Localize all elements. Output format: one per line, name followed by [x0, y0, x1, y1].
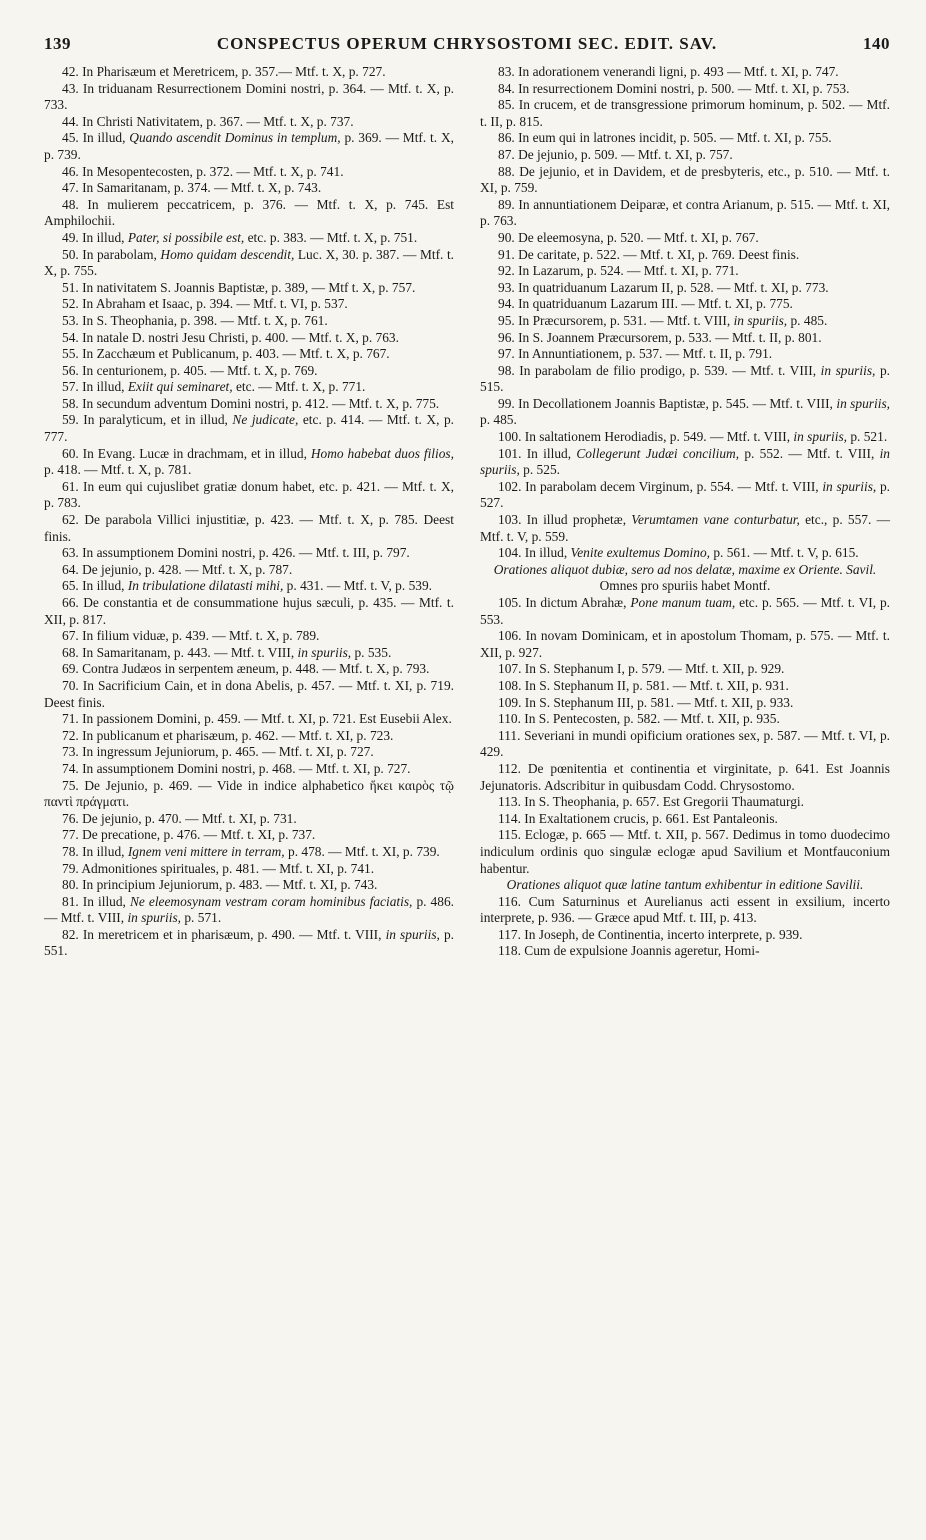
- entry-text: 99. In Decollationem Joannis Baptistæ, p. 545. — Mtf. t. VIII,: [498, 395, 837, 411]
- entry-text: 72. In publicanum et pharisæum, p. 462. — Mtf. t. XI, p. 723.: [62, 727, 394, 743]
- running-header: [44, 34, 890, 58]
- catalog-entry: [480, 147, 890, 164]
- entry-text: 44. In Christi Nativitatem, p. 367. — Mtf. t. X, p. 737.: [62, 113, 354, 129]
- italic-text: in spuriis,: [733, 312, 788, 328]
- entry-text: p. 369. — Mtf. t. X, p. 739.: [44, 130, 454, 162]
- italic-text: Quando ascendit Dominus in templum,: [129, 130, 341, 146]
- entry-text: p. 431. — Mtf. t. V, p. 539.: [283, 578, 433, 594]
- catalog-entry: [480, 479, 890, 512]
- catalog-entry: [480, 761, 890, 794]
- entry-text: 69. Contra Judæos in serpentem æneum, p. 448. — Mtf. t. X, p. 793.: [62, 661, 430, 677]
- entry-text: 102. In parabolam decem Virginum, p. 554. — Mtf. t. VIII,: [498, 478, 823, 494]
- entry-text: 103. In illud prophetæ,: [498, 512, 632, 528]
- entry-text: 113. In S. Theophania, p. 657. Est Gregorii Thaumaturgi.: [498, 794, 804, 810]
- entry-text: 45. In illud,: [62, 130, 130, 146]
- entry-text: 46. In Mesopentecosten, p. 372. — Mtf. t. X, p. 741.: [62, 163, 344, 179]
- catalog-entry: [480, 130, 890, 147]
- entry-text: 47. In Samaritanam, p. 374. — Mtf. t. X, p. 743.: [62, 180, 322, 196]
- catalog-entry: [480, 330, 890, 347]
- entry-text: p. 485.: [787, 312, 828, 328]
- catalog-entry: [44, 761, 454, 778]
- italic-text: Orationes aliquot quæ latine tantum exhibentur in editione Savilii.: [506, 877, 864, 893]
- catalog-entry: [44, 197, 454, 230]
- catalog-entry: [44, 479, 454, 512]
- catalog-entry: [44, 64, 454, 81]
- catalog-entry: [44, 628, 454, 645]
- running-title: CONSPECTUS OPERUM CHRYSOSTOMI SEC. EDIT. SAV.: [216, 34, 718, 53]
- left-page-number: 139: [44, 34, 71, 53]
- catalog-entry: [480, 628, 890, 661]
- catalog-entry: [480, 230, 890, 247]
- entry-text: 42. In Pharisæum et Meretricem, p. 357.— Mtf. t. X, p. 727.: [62, 64, 386, 79]
- italic-text: Venite exultemus Domino,: [570, 545, 710, 561]
- entry-text: 60. In Evang. Lucæ in drachmam, et in illud,: [62, 445, 311, 461]
- entry-text: p. 478. — Mtf. t. XI, p. 739.: [284, 843, 440, 859]
- catalog-entry: [44, 744, 454, 761]
- italic-text: Homo habebat duos filios,: [310, 445, 454, 461]
- entry-text: p. 551.: [44, 926, 454, 959]
- entry-text: etc. p. 414. — Mtf. t. X, p. 777.: [44, 412, 454, 445]
- entry-text: 98. In parabolam de filio prodigo, p. 539. — Mtf. t. VIII,: [498, 362, 821, 378]
- catalog-entry: [44, 661, 454, 678]
- catalog-entry: [480, 313, 890, 330]
- italic-text: Ne judicate,: [232, 412, 299, 428]
- entry-text: 92. In Lazarum, p. 524. — Mtf. t. XI, p. 771.: [498, 263, 739, 279]
- catalog-entry: [480, 678, 890, 695]
- entry-text: 75. De Jejunio, p. 469. — Vide in indice alphabetico ἥκει καιρὸς τῷ παντὶ πράγματι.: [44, 777, 454, 810]
- entry-text: 116. Cum Saturninus et Aurelianus acti essent in exsilium, incerto interprete, p. 936. — Græce apud Mtf. t. III, p. 413.: [480, 893, 890, 926]
- entry-text: p. 525.: [519, 462, 560, 478]
- columns: [44, 64, 890, 960]
- entry-text: 55. In Zacchæum et Publicanum, p. 403. — Mtf. t. X, p. 767.: [62, 346, 390, 362]
- catalog-entry: [44, 827, 454, 844]
- catalog-entry: [480, 429, 890, 446]
- catalog-entry: [44, 728, 454, 745]
- catalog-entry: [480, 827, 890, 877]
- catalog-entry: [480, 545, 890, 562]
- entry-text: etc. — Mtf. t. X, p. 771.: [232, 379, 366, 395]
- entry-text: 112. De pœnitentia et continentia et virginitate, p. 641. Est Joannis Jejunatoris. Adscribitur in quibusdam Codd. Chrysostomo.: [480, 760, 890, 793]
- entry-text: p. 535.: [351, 644, 392, 660]
- catalog-entry: [480, 280, 890, 297]
- catalog-entry: [480, 711, 890, 728]
- entry-text: p. 561. — Mtf. t. V, p. 615.: [709, 545, 859, 561]
- entry-text: 106. In novam Dominicam, et in apostolum Thomam, p. 575. — Mtf. t. XII, p. 927.: [480, 628, 890, 660]
- catalog-entry: [44, 545, 454, 562]
- entry-text: p. 527.: [480, 478, 890, 511]
- italic-text: in spuriis,: [822, 478, 877, 494]
- catalog-entry: [44, 114, 454, 131]
- entry-text: etc. p. 383. — Mtf. t. X, p. 751.: [244, 229, 418, 245]
- catalog-entry: [44, 877, 454, 894]
- catalog-entry: [44, 330, 454, 347]
- entry-text: 70. In Sacrificium Cain, et in dona Abelis, p. 457. — Mtf. t. XI, p. 719. Deest finis.: [44, 677, 454, 710]
- catalog-entry: [480, 64, 890, 81]
- italic-text: in spuriis,: [480, 445, 890, 478]
- catalog-entry: [44, 412, 454, 445]
- catalog-entry: [480, 396, 890, 429]
- italic-text: Exiit qui seminaret,: [127, 379, 233, 395]
- italic-text: Ne eleemosynam vestram coram hominibus faciatis,: [129, 893, 413, 909]
- catalog-entry: [44, 562, 454, 579]
- entry-text: 66. De constantia et de consummatione hujus sæculi, p. 435. — Mtf. t. XII, p. 817.: [44, 595, 454, 627]
- entry-text: 58. In secundum adventum Domini nostri, p. 412. — Mtf. t. X, p. 775.: [62, 395, 440, 411]
- entry-text: 51. In nativitatem S. Joannis Baptistæ, p. 389, — Mtf t. X, p. 757.: [62, 279, 416, 295]
- entry-text: 54. In natale D. nostri Jesu Christi, p. 400. — Mtf. t. X, p. 763.: [62, 329, 399, 345]
- catalog-entry: [480, 197, 890, 230]
- entry-text: 118. Cum de expulsione Joannis ageretur, Homi-: [498, 943, 760, 959]
- catalog-entry: [44, 296, 454, 313]
- catalog-entry: [480, 363, 890, 396]
- catalog-entry: [44, 778, 454, 811]
- italic-text: in spuriis,: [297, 644, 352, 660]
- entry-text: 97. In Annuntiationem, p. 537. — Mtf. t. II, p. 791.: [498, 346, 773, 362]
- entry-text: 85. In crucem, et de transgressione primorum hominum, p. 502. — Mtf. t. II, p. 815.: [480, 97, 890, 129]
- entry-text: 84. In resurrectionem Domini nostri, p. 500. — Mtf. t. XI, p. 753.: [498, 80, 850, 96]
- entry-text: 108. In S. Stephanum II, p. 581. — Mtf. t. XII, p. 931.: [498, 677, 789, 693]
- catalog-entry: [44, 164, 454, 181]
- entry-text: 81. In illud,: [62, 893, 130, 909]
- catalog-entry: [44, 861, 454, 878]
- catalog-entry: [480, 164, 890, 197]
- entry-text: 89. In annuntiationem Deiparæ, et contra Arianum, p. 515. — Mtf. t. XI, p. 763.: [480, 196, 890, 229]
- section-note: [480, 578, 890, 595]
- entry-text: 104. In illud,: [498, 545, 571, 561]
- catalog-entry: [480, 728, 890, 761]
- italic-text: In tribulatione dilatasti mihi,: [127, 578, 284, 594]
- catalog-entry: [480, 661, 890, 678]
- entry-text: 90. De eleemosyna, p. 520. — Mtf. t. XI, p. 767.: [498, 229, 759, 245]
- catalog-entry: [44, 595, 454, 628]
- catalog-entry: [480, 595, 890, 628]
- entry-text: 95. In Præcursorem, p. 531. — Mtf. t. VIII,: [498, 312, 734, 328]
- catalog-entry: [44, 927, 454, 960]
- italic-text: Verumtamen vane conturbatur,: [631, 512, 800, 528]
- catalog-entry: [44, 379, 454, 396]
- entry-text: p. 521.: [847, 429, 888, 445]
- left-column: [44, 64, 454, 960]
- catalog-entry: [44, 180, 454, 197]
- entry-text: p. 418. — Mtf. t. X, p. 781.: [44, 462, 192, 478]
- entry-text: 56. In centurionem, p. 405. — Mtf. t. X, p. 769.: [62, 362, 318, 378]
- entry-text: 64. De jejunio, p. 428. — Mtf. t. X, p. 787.: [62, 561, 293, 577]
- catalog-entry: [44, 811, 454, 828]
- entry-text: 115. Eclogæ, p. 665 — Mtf. t. XII, p. 567. Dedimus in tomo duodecimo indiculum ordinis quo singulæ eclogæ apud Savilium et Montfauconium habentur.: [480, 827, 890, 876]
- catalog-entry: [480, 97, 890, 130]
- entry-text: 43. In triduanam Resurrectionem Domini nostri, p. 364. — Mtf. t. X, p. 733.: [44, 80, 454, 113]
- italic-text: in spuriis,: [127, 910, 182, 926]
- entry-text: 73. In ingressum Jejuniorum, p. 465. — Mtf. t. XI, p. 727.: [62, 744, 374, 760]
- catalog-entry: [44, 446, 454, 479]
- italic-text: Pone manum tuam,: [630, 595, 736, 610]
- entry-text: 93. In quatriduanum Lazarum II, p. 528. — Mtf. t. XI, p. 773.: [498, 279, 829, 295]
- entry-text: 50. In parabolam,: [62, 246, 161, 262]
- catalog-entry: [44, 313, 454, 330]
- entry-text: 100. In saltationem Herodiadis, p. 549. — Mtf. t. VIII,: [498, 429, 794, 445]
- entry-text: 77. De precatione, p. 476. — Mtf. t. XI, p. 737.: [62, 827, 316, 843]
- entry-text: p. 486. — Mtf. t. VIII,: [44, 893, 454, 926]
- catalog-entry: [44, 512, 454, 545]
- entry-text: 49. In illud,: [62, 229, 128, 245]
- page: [44, 34, 890, 960]
- italic-text: Ignem veni mittere in terram,: [127, 843, 285, 859]
- entry-text: 53. In S. Theophania, p. 398. — Mtf. t. X, p. 761.: [62, 312, 328, 328]
- entry-text: 79. Admonitiones spirituales, p. 481. — Mtf. t. XI, p. 741.: [62, 860, 375, 876]
- catalog-entry: [44, 678, 454, 711]
- entry-text: 78. In illud,: [62, 843, 128, 859]
- catalog-entry: [44, 81, 454, 114]
- entry-text: 96. In S. Joannem Præcursorem, p. 533. — Mtf. t. II, p. 801.: [498, 329, 822, 345]
- catalog-entry: [44, 645, 454, 662]
- catalog-entry: [44, 844, 454, 861]
- entry-text: p. 515.: [480, 362, 891, 395]
- entry-text: 83. In adorationem venerandi ligni, p. 493 — Mtf. t. XI, p. 747.: [498, 64, 839, 79]
- catalog-entry: [44, 346, 454, 363]
- entry-text: 52. In Abraham et Isaac, p. 394. — Mtf. t. VI, p. 537.: [62, 296, 348, 312]
- entry-text: etc. p. 565. — Mtf. t. VI, p. 553.: [480, 595, 890, 627]
- right-column: [480, 64, 890, 960]
- entry-text: 65. In illud,: [62, 578, 128, 594]
- catalog-entry: [480, 446, 890, 479]
- entry-text: 114. In Exaltationem crucis, p. 661. Est Pantaleonis.: [498, 810, 778, 826]
- catalog-entry: [44, 230, 454, 247]
- entry-text: 76. De jejunio, p. 470. — Mtf. t. XI, p. 731.: [62, 810, 297, 826]
- italic-text: in spuriis,: [820, 362, 876, 378]
- entry-text: 48. In mulierem peccatricem, p. 376. — Mtf. t. X, p. 745. Est Amphilochii.: [44, 196, 454, 229]
- entry-text: 63. In assumptionem Domini nostri, p. 426. — Mtf. t. III, p. 797.: [62, 545, 410, 561]
- catalog-entry: [480, 81, 890, 98]
- catalog-entry: [480, 927, 890, 944]
- right-page-number: 140: [862, 34, 890, 53]
- catalog-entry: [44, 396, 454, 413]
- entry-text: p. 571.: [181, 910, 222, 926]
- catalog-entry: [44, 711, 454, 728]
- entry-text: 82. In meretricem et in pharisæum, p. 490. — Mtf. t. VIII,: [62, 926, 386, 942]
- italic-text: in spuriis,: [836, 395, 890, 411]
- catalog-entry: [480, 296, 890, 313]
- italic-text: Orationes aliquot dubiæ, sero ad nos delatæ, maxime ex Oriente.: [493, 561, 843, 577]
- entry-text: 105. In dictum Abrahæ,: [498, 595, 631, 610]
- entry-text: 87. De jejunio, p. 509. — Mtf. t. XI, p. 757.: [498, 146, 733, 162]
- catalog-entry: [44, 894, 454, 927]
- catalog-entry: [480, 943, 890, 960]
- catalog-entry: [44, 578, 454, 595]
- italic-text: in spuriis,: [793, 429, 847, 445]
- entry-text: 61. In eum qui cujuslibet gratiæ donum habet, etc. p. 421. — Mtf. t. X, p. 783.: [44, 478, 454, 511]
- entry-text: p. 552. — Mtf. t. VIII,: [739, 445, 880, 461]
- entry-text: 109. In S. Stephanum III, p. 581. — Mtf. t. XII, p. 933.: [498, 694, 794, 710]
- entry-text: 107. In S. Stephanum I, p. 579. — Mtf. t. XII, p. 929.: [498, 661, 785, 677]
- italic-text: Homo quidam descendit,: [160, 246, 295, 262]
- entry-text: 71. In passionem Domini, p. 459. — Mtf. t. XI, p. 721. Est Eusebii Alex.: [62, 711, 452, 727]
- section-heading: [480, 877, 890, 894]
- entry-text: 94. In quatriduanum Lazarum III. — Mtf. t. XI, p. 775.: [498, 296, 793, 312]
- catalog-entry: [480, 695, 890, 712]
- entry-text: 67. In filium viduæ, p. 439. — Mtf. t. X, p. 789.: [62, 628, 320, 644]
- catalog-entry: [480, 346, 890, 363]
- catalog-entry: [480, 263, 890, 280]
- entry-text: 88. De jejunio, et in Davidem, et de presbyteris, etc., p. 510. — Mtf. t. XI, p. 759.: [480, 163, 890, 196]
- catalog-entry: [480, 247, 890, 264]
- catalog-entry: [480, 894, 890, 927]
- entry-text: 101. In illud,: [498, 445, 577, 461]
- entry-text: 62. De parabola Villici injustitiæ, p. 423. — Mtf. t. X, p. 785. Deest finis.: [44, 512, 454, 544]
- entry-text: 57. In illud,: [62, 379, 128, 395]
- entry-text: 68. In Samaritanam, p. 443. — Mtf. t. VIII,: [62, 644, 298, 660]
- entry-text: 86. In eum qui in latrones incidit, p. 505. — Mtf. t. XI, p. 755.: [498, 130, 832, 146]
- catalog-entry: [44, 363, 454, 380]
- entry-text: 74. In assumptionem Domini nostri, p. 468. — Mtf. t. XI, p. 727.: [62, 760, 411, 776]
- catalog-entry: [480, 811, 890, 828]
- catalog-entry: [44, 130, 454, 163]
- catalog-entry: [44, 247, 454, 280]
- entry-text: 59. In paralyticum, et in illud,: [62, 412, 233, 428]
- entry-text: etc., p. 557. — Mtf. t. V, p. 559.: [480, 512, 890, 544]
- section-heading: [480, 562, 890, 579]
- italic-text: Pater, si possibile est,: [127, 229, 245, 245]
- italic-text: in spuriis,: [385, 926, 440, 942]
- entry-text: Omnes pro spuriis habet Montf.: [599, 578, 771, 594]
- entry-text: Luc. X, 30. p. 387. — Mtf. t. X, p. 755.: [44, 246, 455, 279]
- entry-text: 110. In S. Pentecosten, p. 582. — Mtf. t. XII, p. 935.: [498, 711, 780, 727]
- entry-text: 111. Severiani in mundi opificium orationes sex, p. 587. — Mtf. t. VI, p. 429.: [480, 727, 890, 760]
- entry-text: p. 485.: [480, 412, 517, 428]
- catalog-entry: [480, 512, 890, 545]
- entry-text: 117. In Joseph, de Continentia, incerto interprete, p. 939.: [498, 926, 803, 942]
- catalog-entry: [480, 794, 890, 811]
- entry-text: Savil.: [842, 561, 877, 577]
- entry-text: 91. De caritate, p. 522. — Mtf. t. XI, p. 769. Deest finis.: [498, 246, 800, 262]
- catalog-entry: [44, 280, 454, 297]
- italic-text: Collegerunt Judæi concilium,: [576, 445, 740, 461]
- entry-text: 80. In principium Jejuniorum, p. 483. — Mtf. t. XI, p. 743.: [62, 877, 378, 893]
